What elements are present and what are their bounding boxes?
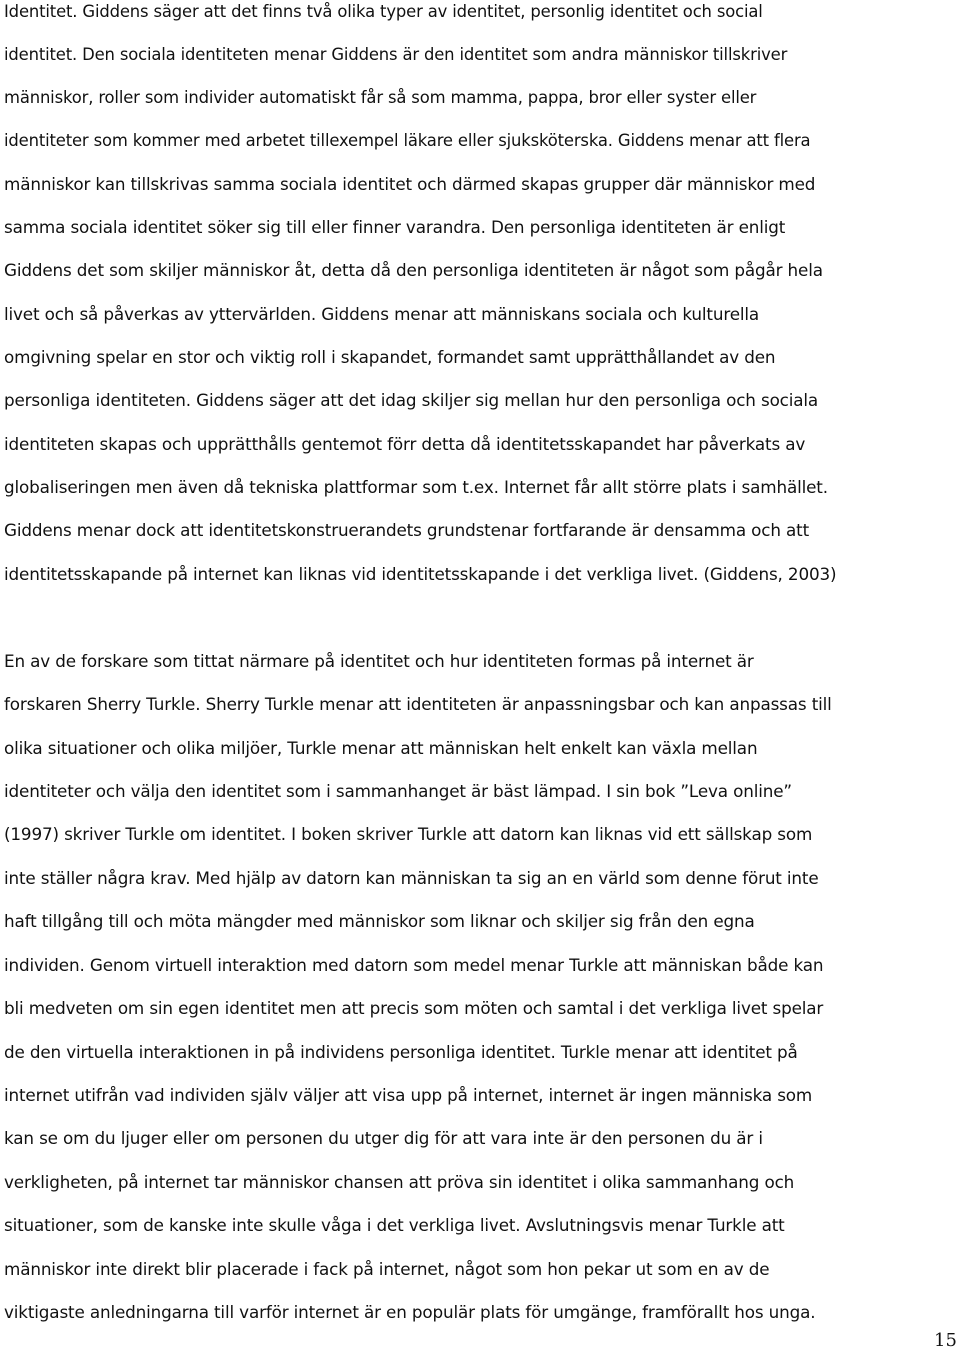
text-line: Giddens menar dock att identitetskonstruerandets grundstenar fortfarande är densamma och att (4, 520, 810, 540)
text-line: identiteten skapas och upprätthålls gentemot förr detta då identitetsskapandet har påverkats av (4, 434, 806, 454)
text-line: inte ställer några krav. Med hjälp av datorn kan människan ta sig an en värld som denne förut inte (4, 868, 819, 888)
text-line: Identitet. Giddens säger att det finns två olika typer av identitet, personlig identitet och social (4, 2, 763, 21)
text-line: omgivning spelar en stor och viktig roll i skapandet, formandet samt upprätthållandet av den (4, 347, 776, 367)
text-line: viktigaste anledningarna till varför internet är en populär plats för umgänge, framförallt hos unga. (4, 1302, 816, 1322)
text-line: individen. Genom virtuell interaktion med datorn som medel menar Turkle att människan både kan (4, 955, 824, 975)
text-line: personliga identiteten. Giddens säger att det idag skiljer sig mellan hur den personliga och sociala (4, 390, 819, 410)
text-line: internet utifrån vad individen själv väljer att visa upp på internet, internet är ingen människa som (4, 1085, 813, 1105)
text-line: (1997) skriver Turkle om identitet. I boken skriver Turkle att datorn kan liknas vid ett sällskap som (4, 824, 813, 844)
text-line: haft tillgång till och möta mängder med människor som liknar och skiljer sig från den egna (4, 911, 755, 931)
text-line: identitet. Den sociala identiteten menar Giddens är den identitet som andra människor tillskriver (4, 45, 788, 64)
text-line: människor kan tillskrivas samma sociala identitet och därmed skapas grupper där människor med (4, 174, 816, 194)
text-line: En av de forskare som tittat närmare på identitet och hur identiteten formas på internet är (4, 651, 754, 671)
text-line: identiteter som kommer med arbetet tillexempel läkare eller sjuksköterska. Giddens menar att flera (4, 131, 811, 150)
text-line: situationer, som de kanske inte skulle våga i det verkliga livet. Avslutningsvis menar Turkle att (4, 1215, 785, 1235)
text-line: verkligheten, på internet tar människor chansen att pröva sin identitet i olika sammanhang och (4, 1172, 795, 1192)
text-line: Giddens det som skiljer människor åt, detta då den personliga identiteten är något som pågår hela (4, 260, 823, 280)
text-line: människor, roller som individer automatiskt får så som mamma, pappa, bror eller syster eller (4, 88, 757, 107)
text-line: identiteter och välja den identitet som i sammanhanget är bäst lämpad. I sin bok ”Leva online” (4, 781, 792, 801)
text-line: bli medveten om sin egen identitet men att precis som möten och samtal i det verkliga livet spelar (4, 998, 824, 1018)
text-line: människor inte direkt blir placerade i fack på internet, något som hon pekar ut som en av de (4, 1259, 770, 1279)
text-line: forskaren Sherry Turkle. Sherry Turkle menar att identiteten är anpassningsbar och kan anpassas till (4, 694, 832, 714)
text-line: livet och så påverkas av yttervärlden. Giddens menar att människans sociala och kulturella (4, 304, 760, 324)
text-line: globaliseringen men även då tekniska plattformar som t.ex. Internet får allt större plats i samhället. (4, 477, 828, 497)
text-line: olika situationer och olika miljöer, Turkle menar att människan helt enkelt kan växla mellan (4, 738, 758, 758)
page-number: 15 (934, 1330, 957, 1351)
text-line: samma sociala identitet söker sig till eller finner varandra. Den personliga identiteten är enligt (4, 217, 786, 237)
text-line: identitetsskapande på internet kan liknas vid identitetsskapande i det verkliga livet. (Giddens, 2003) (4, 564, 837, 584)
text-line: de den virtuella interaktionen in på individens personliga identitet. Turkle menar att identitet på (4, 1042, 798, 1062)
text-line: kan se om du ljuger eller om personen du utger dig för att vara inte är den personen du är i (4, 1128, 763, 1148)
